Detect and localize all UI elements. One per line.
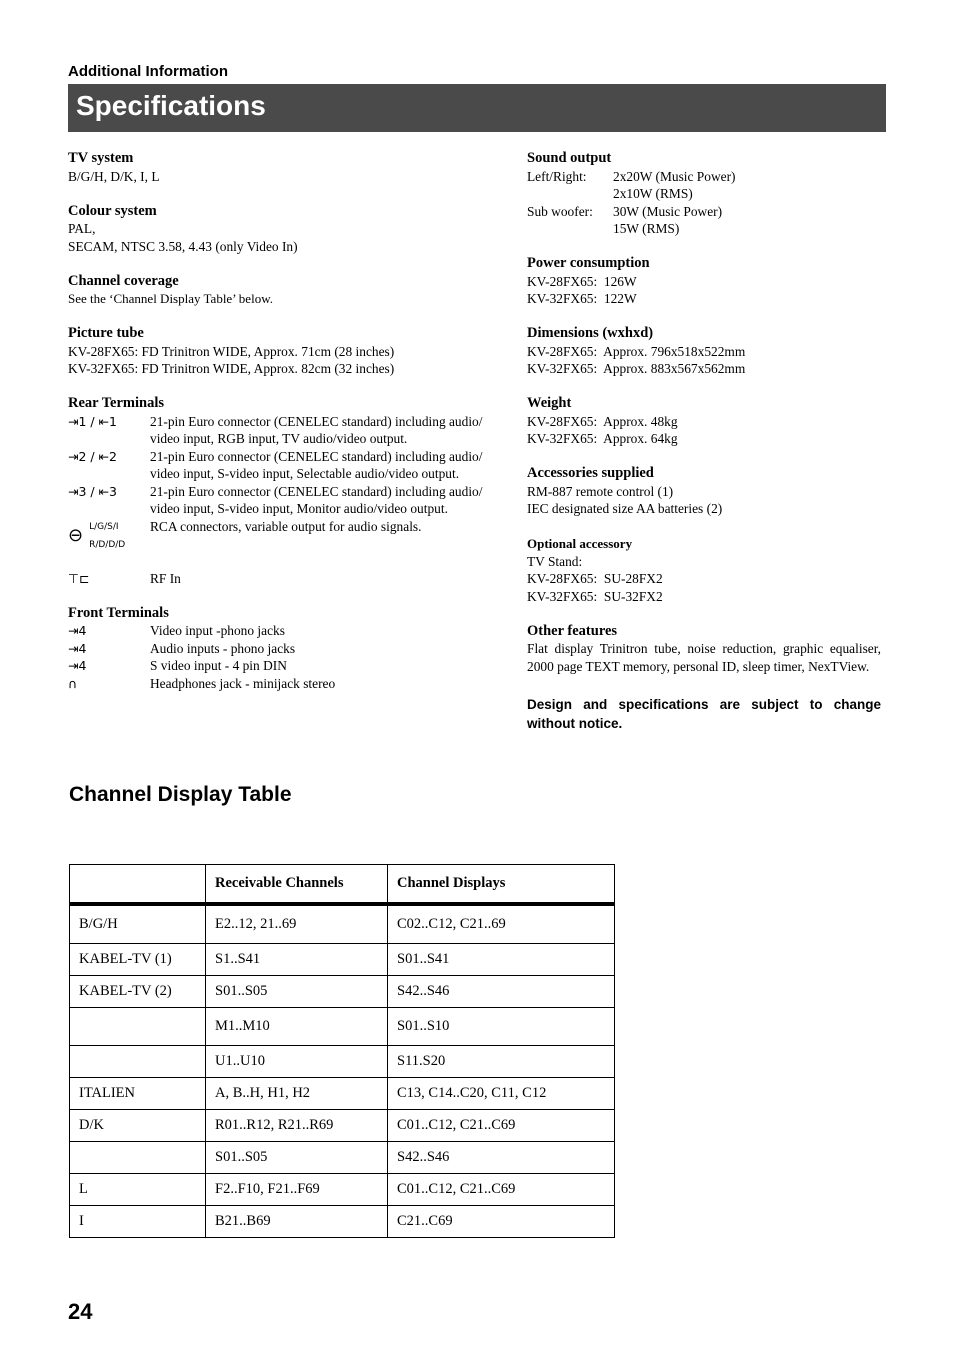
sound-output-value: 2x20W (Music Power) — [613, 168, 736, 184]
table-cell: S01..S10 — [388, 1008, 615, 1046]
table-cell: C01..C12, C21..C69 — [388, 1110, 615, 1142]
table-cell: C01..C12, C21..C69 — [388, 1174, 615, 1206]
table-row — [70, 1046, 615, 1078]
table-cell — [70, 1142, 206, 1174]
table-body — [70, 904, 615, 1238]
table-cell: ITALIEN — [70, 1078, 206, 1110]
weight-heading: Weight — [527, 395, 572, 411]
accessories-line: IEC designated size AA batteries (2) — [527, 501, 723, 516]
channel-coverage-text: See the ‘Channel Display Table’ below. — [68, 291, 273, 306]
channel-coverage-section — [68, 273, 510, 308]
table-cell: C21..C69 — [388, 1206, 615, 1238]
rear-terminal-item — [68, 413, 510, 448]
front-terminal-text: Audio inputs - phono jacks — [150, 640, 296, 656]
rear-terminal-item — [68, 518, 510, 554]
audio-channel-label: R/D/D/D — [89, 539, 126, 550]
table-cell: KABEL-TV (1) — [70, 944, 206, 976]
picture-tube-heading: Picture tube — [68, 325, 144, 341]
audio-channel-labels — [89, 518, 125, 554]
headphones-icon: ∩ — [68, 675, 78, 691]
dimensions-line: KV-32FX65: Approx. 883x567x562mm — [527, 361, 746, 376]
table-row — [70, 904, 615, 944]
channel-display-table — [69, 864, 615, 1238]
section-label: Additional Information — [68, 63, 228, 80]
rear-terminal-item — [68, 448, 510, 483]
sound-output-key — [527, 220, 613, 238]
rear-terminal-text: RF In — [150, 570, 181, 586]
sound-output-value: 2x10W (RMS) — [613, 186, 693, 201]
front-terminal-item — [68, 675, 510, 693]
rear-terminals-section — [68, 395, 510, 587]
table-header-cell: Channel Displays — [388, 865, 615, 905]
weight-section — [527, 395, 881, 448]
tv-system-heading: TV system — [68, 150, 134, 166]
weight-line: KV-28FX65: Approx. 48kg — [527, 413, 678, 429]
other-features-section — [527, 623, 881, 676]
dimensions-line: KV-28FX65: Approx. 796x518x522mm — [527, 343, 746, 359]
colour-system-line: SECAM, NTSC 3.58, 4.43 (only Video In) — [68, 238, 298, 254]
table-header-row — [70, 865, 615, 905]
accessories-heading: Accessories supplied — [527, 465, 654, 481]
table-cell: S42..S46 — [388, 1142, 615, 1174]
table-cell: U1..U10 — [206, 1046, 388, 1078]
audio-channel-label: L/G/S/I — [89, 521, 119, 532]
sound-output-key — [527, 185, 613, 203]
dimensions-section — [527, 325, 881, 378]
table-cell: KABEL-TV (2) — [70, 976, 206, 1008]
sound-output-row — [527, 220, 881, 238]
sound-output-row — [527, 168, 881, 186]
power-section — [527, 255, 881, 308]
table-cell: E2..12, 21..69 — [206, 904, 388, 944]
optional-accessory-line: KV-28FX65: SU-28FX2 — [527, 571, 663, 586]
sound-output-section — [527, 150, 881, 238]
weight-line: KV-32FX65: Approx. 64kg — [527, 431, 678, 446]
table-header-cell: Receivable Channels — [206, 865, 388, 905]
table-row — [70, 1110, 615, 1142]
sound-output-key: Sub woofer: — [527, 203, 593, 219]
rear-terminal-text: 21-pin Euro connector (CENELEC standard) including audio/ video input, S-video input, Selectable audio/video output. — [150, 448, 483, 481]
antenna-icon: ⊤⊏ — [68, 570, 90, 586]
table-cell: A, B..H, H1, H2 — [206, 1078, 388, 1110]
power-line: KV-28FX65: 126W — [527, 273, 637, 289]
table-cell: R01..R12, R21..R69 — [206, 1110, 388, 1142]
picture-tube-section — [68, 325, 510, 378]
table-row — [70, 976, 615, 1008]
scart-connector-icon: ⇥1 / ⇤1 — [68, 413, 118, 429]
picture-tube-line: KV-28FX65: FD Trinitron WIDE, Approx. 71cm (28 inches) — [68, 343, 395, 359]
table-row — [70, 1174, 615, 1206]
table-row — [70, 1078, 615, 1110]
table-cell: I — [70, 1206, 206, 1238]
sound-output-row — [527, 203, 881, 221]
rear-terminals-heading: Rear Terminals — [68, 395, 164, 411]
table-title: Channel Display Table — [69, 783, 292, 806]
power-heading: Power consumption — [527, 255, 650, 271]
audio-out-icon-group — [68, 518, 150, 554]
sound-output-heading: Sound output — [527, 150, 612, 166]
table-cell: S11.S20 — [388, 1046, 615, 1078]
sound-output-row — [527, 185, 881, 203]
left-column — [68, 150, 510, 710]
picture-tube-line: KV-32FX65: FD Trinitron WIDE, Approx. 82cm (32 inches) — [68, 361, 395, 376]
sound-output-value: 30W (Music Power) — [613, 203, 723, 219]
table-cell: S01..S41 — [388, 944, 615, 976]
video-input-icon: ⇥4 — [68, 623, 87, 638]
channel-coverage-heading: Channel coverage — [68, 272, 179, 289]
accessories-line: RM-887 remote control (1) — [527, 483, 674, 499]
rear-terminal-item — [68, 483, 510, 518]
table-row — [70, 1206, 615, 1238]
table-cell: S42..S46 — [388, 976, 615, 1008]
other-features-text: Flat display Trinitron tube, noise reduction, graphic equaliser, 2000 page TEXT memory, personal ID, sleep timer, NexTView. — [527, 641, 881, 674]
table-cell: L — [70, 1174, 206, 1206]
optional-accessory-line: TV Stand: — [527, 553, 583, 569]
optional-accessory-line: KV-32FX65: SU-32FX2 — [527, 588, 663, 604]
table-cell — [70, 1008, 206, 1046]
front-terminals-heading: Front Terminals — [68, 604, 169, 621]
table-cell: S1..S41 — [206, 944, 388, 976]
table-cell: B21..B69 — [206, 1206, 388, 1238]
colour-system-heading: Colour system — [68, 202, 157, 219]
front-terminal-item — [68, 657, 510, 675]
front-terminals-section — [68, 605, 510, 693]
table-cell: C02..C12, C21..69 — [388, 904, 615, 944]
sound-output-value: 15W (RMS) — [613, 221, 680, 236]
tv-system-text: B/G/H, D/K, I, L — [68, 168, 160, 184]
front-terminal-item — [68, 640, 510, 658]
audio-out-icon: ⊖ — [68, 524, 84, 546]
table-cell: C13, C14..C20, C11, C12 — [388, 1078, 615, 1110]
table-row — [70, 944, 615, 976]
right-column — [527, 150, 881, 733]
scart-connector-icon: ⇥2 / ⇤2 — [68, 448, 118, 464]
table-cell: D/K — [70, 1110, 206, 1142]
dimensions-heading: Dimensions (wxhxd) — [527, 325, 654, 341]
table-cell: F2..F10, F21..F69 — [206, 1174, 388, 1206]
table-row — [70, 1008, 615, 1046]
page-number: 24 — [68, 1299, 93, 1324]
rear-terminal-text: RCA connectors, variable output for audio signals. — [150, 518, 422, 534]
title-bar — [68, 84, 886, 132]
colour-system-section — [68, 203, 510, 256]
sound-output-key: Left/Right: — [527, 168, 587, 184]
notice-text: Design and specifications are subject to change without notice. — [527, 697, 881, 731]
audio-input-icon: ⇥4 — [68, 640, 87, 656]
rear-terminal-text: 21-pin Euro connector (CENELEC standard) including audio/ video input, S-video input, Monitor audio/video output. — [150, 483, 483, 516]
rear-terminal-text: 21-pin Euro connector (CENELEC standard) including audio/ video input, RGB input, TV audio/video output. — [150, 413, 483, 446]
optional-accessory-heading: Optional accessory — [527, 536, 633, 551]
rear-terminal-item — [68, 570, 510, 588]
s-video-input-icon: ⇥4 — [68, 658, 87, 673]
table-cell: S01..S05 — [206, 1142, 388, 1174]
front-terminal-text: Video input -phono jacks — [150, 623, 285, 638]
page-title: Specifications — [76, 90, 266, 121]
table-row — [70, 1142, 615, 1174]
front-terminal-item — [68, 622, 510, 640]
front-terminal-text: Headphones jack - minijack stereo — [150, 675, 336, 691]
table-cell: B/G/H — [70, 904, 206, 944]
colour-system-line: PAL, — [68, 221, 96, 236]
front-terminal-text: S video input - 4 pin DIN — [150, 658, 287, 673]
accessories-section — [527, 465, 881, 518]
other-features-heading: Other features — [527, 622, 618, 639]
table-cell: S01..S05 — [206, 976, 388, 1008]
power-line: KV-32FX65: 122W — [527, 291, 637, 306]
table-cell — [70, 1046, 206, 1078]
optional-accessory-section — [527, 535, 881, 605]
scart-connector-icon: ⇥3 / ⇤3 — [68, 483, 118, 499]
tv-system-section — [68, 150, 510, 185]
table-header-cell — [70, 865, 206, 905]
table-cell: M1..M10 — [206, 1008, 388, 1046]
